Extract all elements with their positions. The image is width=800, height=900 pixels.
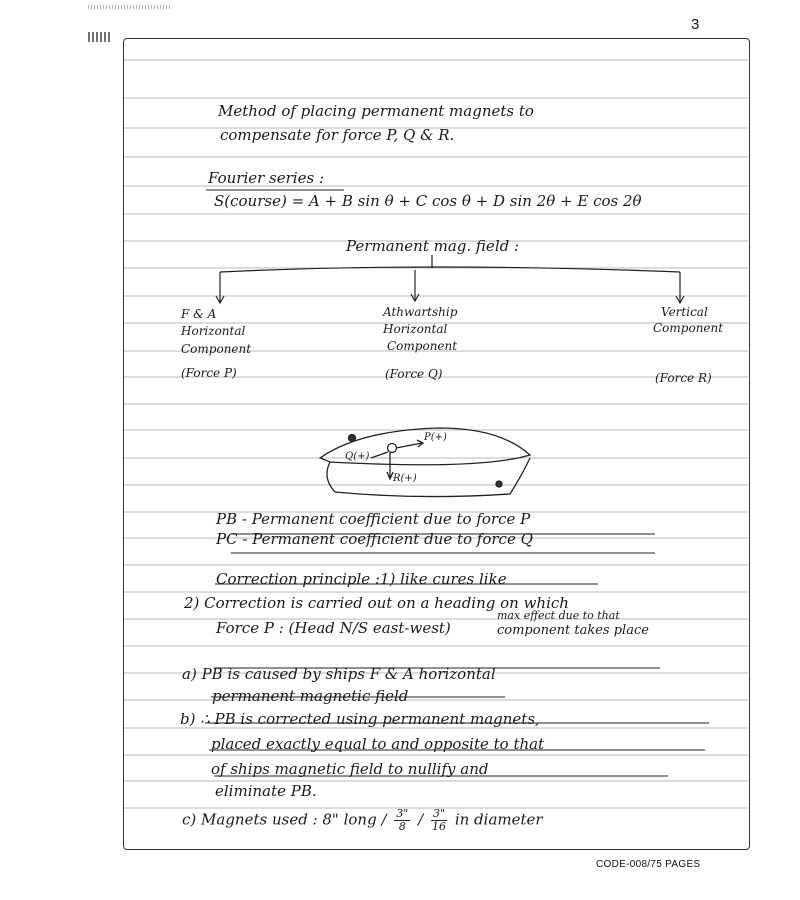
branch-2-line-1: Athwartship: [383, 305, 458, 319]
title-line-2: compensate for force P, Q & R.: [220, 126, 455, 144]
branch-2-force: (Force Q): [385, 367, 443, 381]
fourier-heading: Fourier series :: [208, 169, 325, 187]
correction-note-bottom: component takes place: [497, 623, 649, 638]
fraction-numerator: 3": [432, 807, 446, 820]
correction-line-3: Force P : (Head N/S east-west): [216, 619, 451, 637]
point-b-line-1: b) ∴ PB is corrected using permanent magnets,: [180, 710, 540, 728]
branch-2-line-3: Component: [387, 339, 458, 353]
point-c-slash: /: [418, 810, 424, 829]
branch-1-line-1: F & A: [181, 307, 217, 321]
branch-3-line-1: Vertical: [661, 305, 708, 319]
fraction-3-16: [431, 808, 447, 833]
fraction-3-8: [394, 808, 410, 833]
branch-3-force: (Force R): [655, 371, 712, 385]
correction-note-top: max effect due to that: [497, 609, 620, 622]
fourier-equation: S(course) = A + B sin θ + C cos θ + D sin 2θ + E cos 2θ: [214, 192, 642, 210]
branch-3-line-2: Component: [653, 321, 724, 335]
ship-label-r: R(+): [393, 473, 417, 484]
ship-label-q: Q(+): [345, 451, 370, 462]
correction-line-2: 2) Correction is carried out on a heading on which: [184, 594, 569, 612]
point-c-prefix: c) Magnets used : 8" long /: [182, 810, 387, 829]
point-a-line-2: permanent magnetic field: [212, 687, 409, 705]
point-a-line-1: a) PB is caused by ships F & A horizontal: [182, 665, 496, 683]
fraction-denominator: 16: [432, 820, 447, 834]
coefficient-pb: PB - Permanent coefficient due to force P: [216, 510, 531, 528]
fraction-numerator: 3": [396, 807, 409, 820]
title-line-1: Method of placing permanent magnets to: [218, 102, 534, 120]
page-number: 3: [691, 16, 700, 33]
point-b-line-3: of ships magnetic field to nullify and: [211, 760, 489, 778]
point-c-suffix: in diameter: [454, 810, 543, 829]
point-c: [182, 808, 543, 833]
coefficient-pc: PC - Permanent coefficient due to force Q: [216, 530, 533, 548]
correction-line-1: Correction principle :1) like cures like: [216, 570, 507, 588]
ship-label-p: P(+): [424, 432, 447, 443]
branch-1-line-2: Horizontal: [181, 324, 246, 338]
fraction-denominator: 8: [398, 820, 406, 834]
footer-code: CODE-008/75 PAGES: [596, 859, 701, 870]
point-b-line-2: placed exactly equal to and opposite to that: [211, 735, 545, 753]
branch-1-line-3: Component: [181, 342, 252, 356]
branch-1-force: (Force P): [181, 366, 237, 380]
tree-root: Permanent mag. field :: [346, 237, 520, 255]
point-b-line-4: eliminate PB.: [215, 782, 317, 800]
branch-2-line-2: Horizontal: [383, 322, 448, 336]
